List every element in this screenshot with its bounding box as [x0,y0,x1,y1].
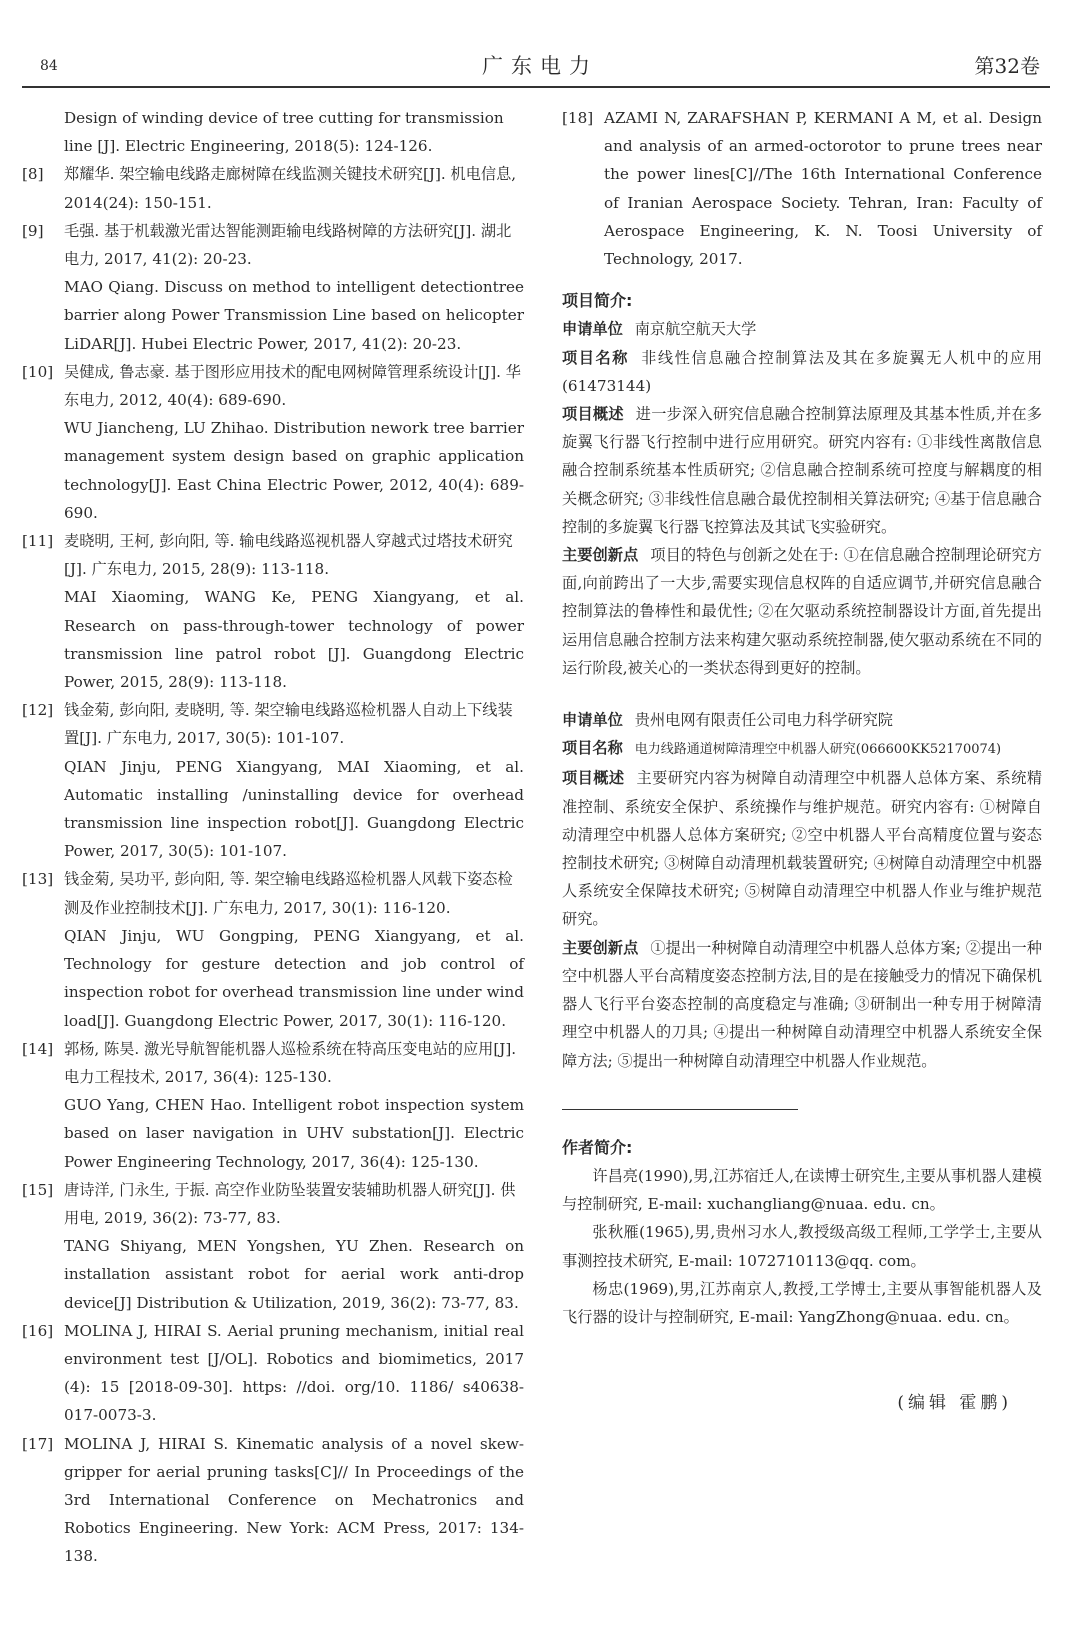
project-overview: 项目概述 主要研究内容为树障自动清理空中机器人总体方案、系统精准控制、系统安全保护、系统操作与维护规范。研究内容有: ①树障自动清理空中机器人总体方案研究; ②空中机器人平台高精度位置与姿态控制技术研究; ③树障自动清理机载装置研究; ④树障自动清理空中机器人系统安全保障技术研究; ⑤树障自动清理空中机器人作业与维护规范研究。 [562,769,1043,929]
running-header [40,46,1040,82]
reference-text: 钱金菊, 吴功平, 彭向阳, 等. 架空输电线路巡检机器人风载下姿态检测及作业控制技术[J]. 广东电力, 2017, 30(1): 116-120. [64,870,513,917]
project-overview: 项目概述 进一步深入研究信息融合控制算法原理及其基本性质,并在多旋翼飞行器飞行控制中进行应用研究。研究内容有: ①非线性离散信息融合控制系统基本性质研究; ②信息融合控制系统可控度与解耦度的相关概念研究; ③非线性信息融合最优控制相关算法研究; ④基于信息融合控制的多旋翼飞行器飞控算法及其试飞实验研究。 [562,405,1043,536]
project-unit: 申请单位 贵州电网有限责任公司电力科学研究院 [562,711,893,730]
project-innovation: 主要创新点 ①提出一种树障自动清理空中机器人总体方案; ②提出一种空中机器人平台高精度姿态控制方法,目的是在接触受力的情况下确保机器人飞行平台姿态控制的高度稳定与准确; ③研制出一种专用于树障清理空中机器人的刀具; ④提出一种树障自动清理空中机器人系统安全保障方法; ⑤提出一种树障自动清理空中机器人作业规范。 [562,938,1042,1070]
reference-line: [J]. Electric Engineering, 2018(5): 124-126. [97,137,433,156]
reference-15: [15] 唐诗洋, 门永生, 于振. 高空作业防坠装置安装辅助机器人研究[J]. 供用电, 2019, 36(2): 73-77, 83. TANG Shiyang, MEN Yongshen, YU Zhen. Research on installation assistant robot for aerial work anti-drop device[J] Distribution & Utilization, 2019, 36(2): 73-77, 83. [22,1176,524,1317]
project-innovation: 主要创新点 项目的特色与创新之处在于: ①在信息融合控制理论研究方面,向前跨出了一大步,需要实现信息权阵的自适应调节,并研究信息融合控制算法的鲁棒性和最优性; ②在欠驱动系统控制器设计方面,首先提出运用信息融合控制方法来构建欠驱动系统控制器,使欠驱动系统在不同的运行阶段,被关心的一类状态得到更好的控制。 [562,546,1042,677]
reference-english: WU Jiancheng, LU Zhihao. Distribution nework tree barrier management system design based on graphic application technology[J]. East China Electric Power, 2012, 40(4): 689-690. [64,419,524,522]
journal-title: 广东电力 [482,54,598,78]
project-unit: 申请单位 南京航空航天大学 [562,320,757,339]
left-column [22,104,524,1571]
reference-text: 毛强. 基于机载激光雷达智能测距输电线路树障的方法研究[J]. 湖北电力, 2017, 41(2): 20-23. [64,221,512,269]
author-bio-2: 张秋雁(1965),男,贵州习水人,教授级高级工程师,工学学士,主要从事测控技术研究, E-mail: 1072710113@qq. com。 [562,1223,1042,1270]
volume-label: 第32卷 [974,54,1040,78]
author-bio-3: 杨忠(1969),男,江苏南京人,教授,工学博士,主要从事智能机器人及飞行器的设计与控制研究, E-mail: YangZhong@nuaa. edu. cn。 [562,1279,1042,1326]
project-1 [562,315,1042,682]
project-2 [562,706,1042,1075]
reference-english: MAO Qiang. Discuss on method to intelligent detectiontree barrier along Power Transmission Line based on helicopter LiDAR[J]. Hubei Electric Power, 2017, 41(2): 20-23. [64,278,524,353]
reference-13: [13] 钱金菊, 吴功平, 彭向阳, 等. 架空输电线路巡检机器人风载下姿态检测及作业控制技术[J]. 广东电力, 2017, 30(1): 116-120. QIAN Jinju, WU Gongping, PENG Xiangyang, et al. Technology for gesture detection and job control of inspection robot for overhead transmission line under wind load[J]. Guangdong Electric Power, 2017, 30(1): 116-120. [22,865,524,1034]
reference-12: [12] 钱金菊, 彭向阳, 麦晓明, 等. 架空输电线路巡检机器人自动上下线装置[J]. 广东电力, 2017, 30(5): 101-107. QIAN Jinju, PENG Xiangyang, MAI Xiaoming, et al. Automatic installing /uninstalling device for overhead transmission line inspection robot[J]. Guangdong Electric Power, 2017, 30(5): 101-107. [22,696,524,865]
project-name: 项目名称 非线性信息融合控制算法及其在多旋翼无人机中的应用(61473144) [562,348,1043,395]
authors-section-title: 作者简介: [562,1137,633,1157]
reference-11: [11] 麦晓明, 王柯, 彭向阳, 等. 输电线路巡视机器人穿越式过塔技术研究[J]. 广东电力, 2015, 28(9): 113-118. MAI Xiaoming, WANG Ke, PENG Xiangyang, et al. Research on pass-through-tower technology of power transmission line patrol robot [J]. Guangdong Electric Power, 2015, 28(9): 113-118. [22,527,524,696]
editor-credit: (编辑 霍鹏) [897,1393,1012,1414]
reference-english: MOLINA J, HIRAI S. Aerial pruning mechanism, initial real environment test [J/OL]. Robotics and biomimetics, 2017 (4): 15 [2018-09-30]. https: //doi. org/10. 1186/ s40638-017-0073-3. [64,1321,524,1425]
project-section-title: 项目简介: [562,291,633,311]
reference-10: [10] 吴健成, 鲁志豪. 基于图形应用技术的配电网树障管理系统设计[J]. 华东电力, 2012, 40(4): 689-690. WU Jiancheng, LU Zhihao. Distribution nework tree barrier management system design based on graphic application technology[J]. East China Electric Power, 2012, 40(4): 689-690. [22,358,524,527]
reference-18: [18] AZAMI N, ZARAFSHAN P, KERMANI A M, et al. Design and analysis of an armed-octorotor to prune trees near the power lines[C]//The 16th International Conference of Iranian Aerospace Society. Tehran, Iran: Faculty of Aerospace Engineering, K. N. Toosi University of Technology, 2017. [562,104,1042,273]
reference-line: Design of winding device of tree cutting for transmission line [64,109,504,156]
author-bio-1: 许昌亮(1990),男,江苏宿迁人,在读博士研究生,主要从事机器人建模与控制研究, E-mail: xuchangliang@nuaa. edu. cn。 [562,1166,1042,1214]
reference-english: AZAMI N, ZARAFSHAN P, KERMANI A M, et al. Design and analysis of an armed-octorotor to prune trees near the power lines[C]//The 16th International Conference of Iranian Aerospace Society. Tehran, Iran: Faculty of Aerospace Engineering, K. N. Toosi University of Technology, 2017. [604,109,1042,269]
reference-english: MAI Xiaoming, WANG Ke, PENG Xiangyang, et al. Research on pass-through-tower technology of power transmission line patrol robot [J]. Guangdong Electric Power, 2015, 28(9): 113-118. [64,588,524,692]
reference-text: 吴健成, 鲁志豪. 基于图形应用技术的配电网树障管理系统设计[J]. 华东电力, 2012, 40(4): 689-690. [64,362,521,410]
reference-text: 唐诗洋, 门永生, 于振. 高空作业防坠装置安装辅助机器人研究[J]. 供用电, 2019, 36(2): 73-77, 83. [64,1180,516,1227]
reference-english: QIAN Jinju, PENG Xiangyang, MAI Xiaoming, et al. Automatic installing /uninstalling device for overhead transmission line inspection robot[J]. Guangdong Electric Power, 2017, 30(5): 101-107. [64,757,524,861]
reference-english: TANG Shiyang, MEN Yongshen, YU Zhen. Research on installation assistant robot for aerial work anti-drop device[J] Distribution & Utilization, 2019, 36(2): 73-77, 83. [64,1237,524,1312]
reference-14: [14] 郭杨, 陈昊. 激光导航智能机器人巡检系统在特高压变电站的应用[J]. 电力工程技术, 2017, 36(4): 125-130. GUO Yang, CHEN Hao. Intelligent robot inspection system based on laser navigation in UHV substation[J]. Electric Power Engineering Technology, 2017, 36(4): 125-130. [22,1035,524,1176]
reference-english: MOLINA J, HIRAI S. Kinematic analysis of a novel skew-gripper for aerial pruning tasks[C]// In Proceedings of the 3rd International Conference on Mechatronics and Robotics Engineering. New York: ACM Press, 2017: 134-138. [64,1434,524,1566]
reference-8: [8] 郑耀华. 架空输电线路走廊树障在线监测关键技术研究[J]. 机电信息, 2014(24): 150-151. [22,160,524,216]
reference-text: 郭杨, 陈昊. 激光导航智能机器人巡检系统在特高压变电站的应用[J]. 电力工程技术, 2017, 36(4): 125-130. [64,1039,517,1086]
reference-text: 郑耀华. 架空输电线路走廊树障在线监测关键技术研究[J]. 机电信息, 2014(24): 150-151. [64,165,517,212]
page-number: 84 [40,58,58,74]
reference-text: 麦晓明, 王柯, 彭向阳, 等. 输电线路巡视机器人穿越式过塔技术研究[J]. 广东电力, 2015, 28(9): 113-118. [64,532,513,579]
reference-english: QIAN Jinju, WU Gongping, PENG Xiangyang, et al. Technology for gesture detection and job control of inspection robot for overhead transmission line under wind load[J]. Guangdong Electric Power, 2017, 30(1): 116-120. [64,926,524,1030]
right-column [562,104,1042,1417]
reference-17: [17] MOLINA J, HIRAI S. Kinematic analysis of a novel skew-gripper for aerial pruning tasks[C]// In Proceedings of the 3rd International Conference on Mechatronics and Robotics Engineering. New York: ACM Press, 2017: 134-138. [22,1430,524,1571]
project-name: 项目名称 电力线路通道树障清理空中机器人研究(066600KK52170074) [562,739,1002,758]
reference-7-continued [22,104,524,160]
reference-text: 钱金菊, 彭向阳, 麦晓明, 等. 架空输电线路巡检机器人自动上下线装置[J]. 广东电力, 2017, 30(5): 101-107. [64,701,513,748]
reference-9: [9] 毛强. 基于机载激光雷达智能测距输电线路树障的方法研究[J]. 湖北电力, 2017, 41(2): 20-23. MAO Qiang. Discuss on method to intelligent detectiontree barrier along Power Transmission Line based on helicopter LiDAR[J]. Hubei Electric Power, 2017, 41(2): 20-23. [22,217,524,358]
header-rule [22,86,1050,88]
reference-16: [16] MOLINA J, HIRAI S. Aerial pruning mechanism, initial real environment test [J/OL]. Robotics and biomimetics, 2017 (4): 15 [2018-09-30]. https: //doi. org/10. 1186/ s40638-017-0073-3. [22,1317,524,1430]
section-divider [562,1109,798,1110]
reference-english: GUO Yang, CHEN Hao. Intelligent robot inspection system based on laser navigation in UHV substation[J]. Electric Power Engineering Technology, 2017, 36(4): 125-130. [64,1096,524,1171]
